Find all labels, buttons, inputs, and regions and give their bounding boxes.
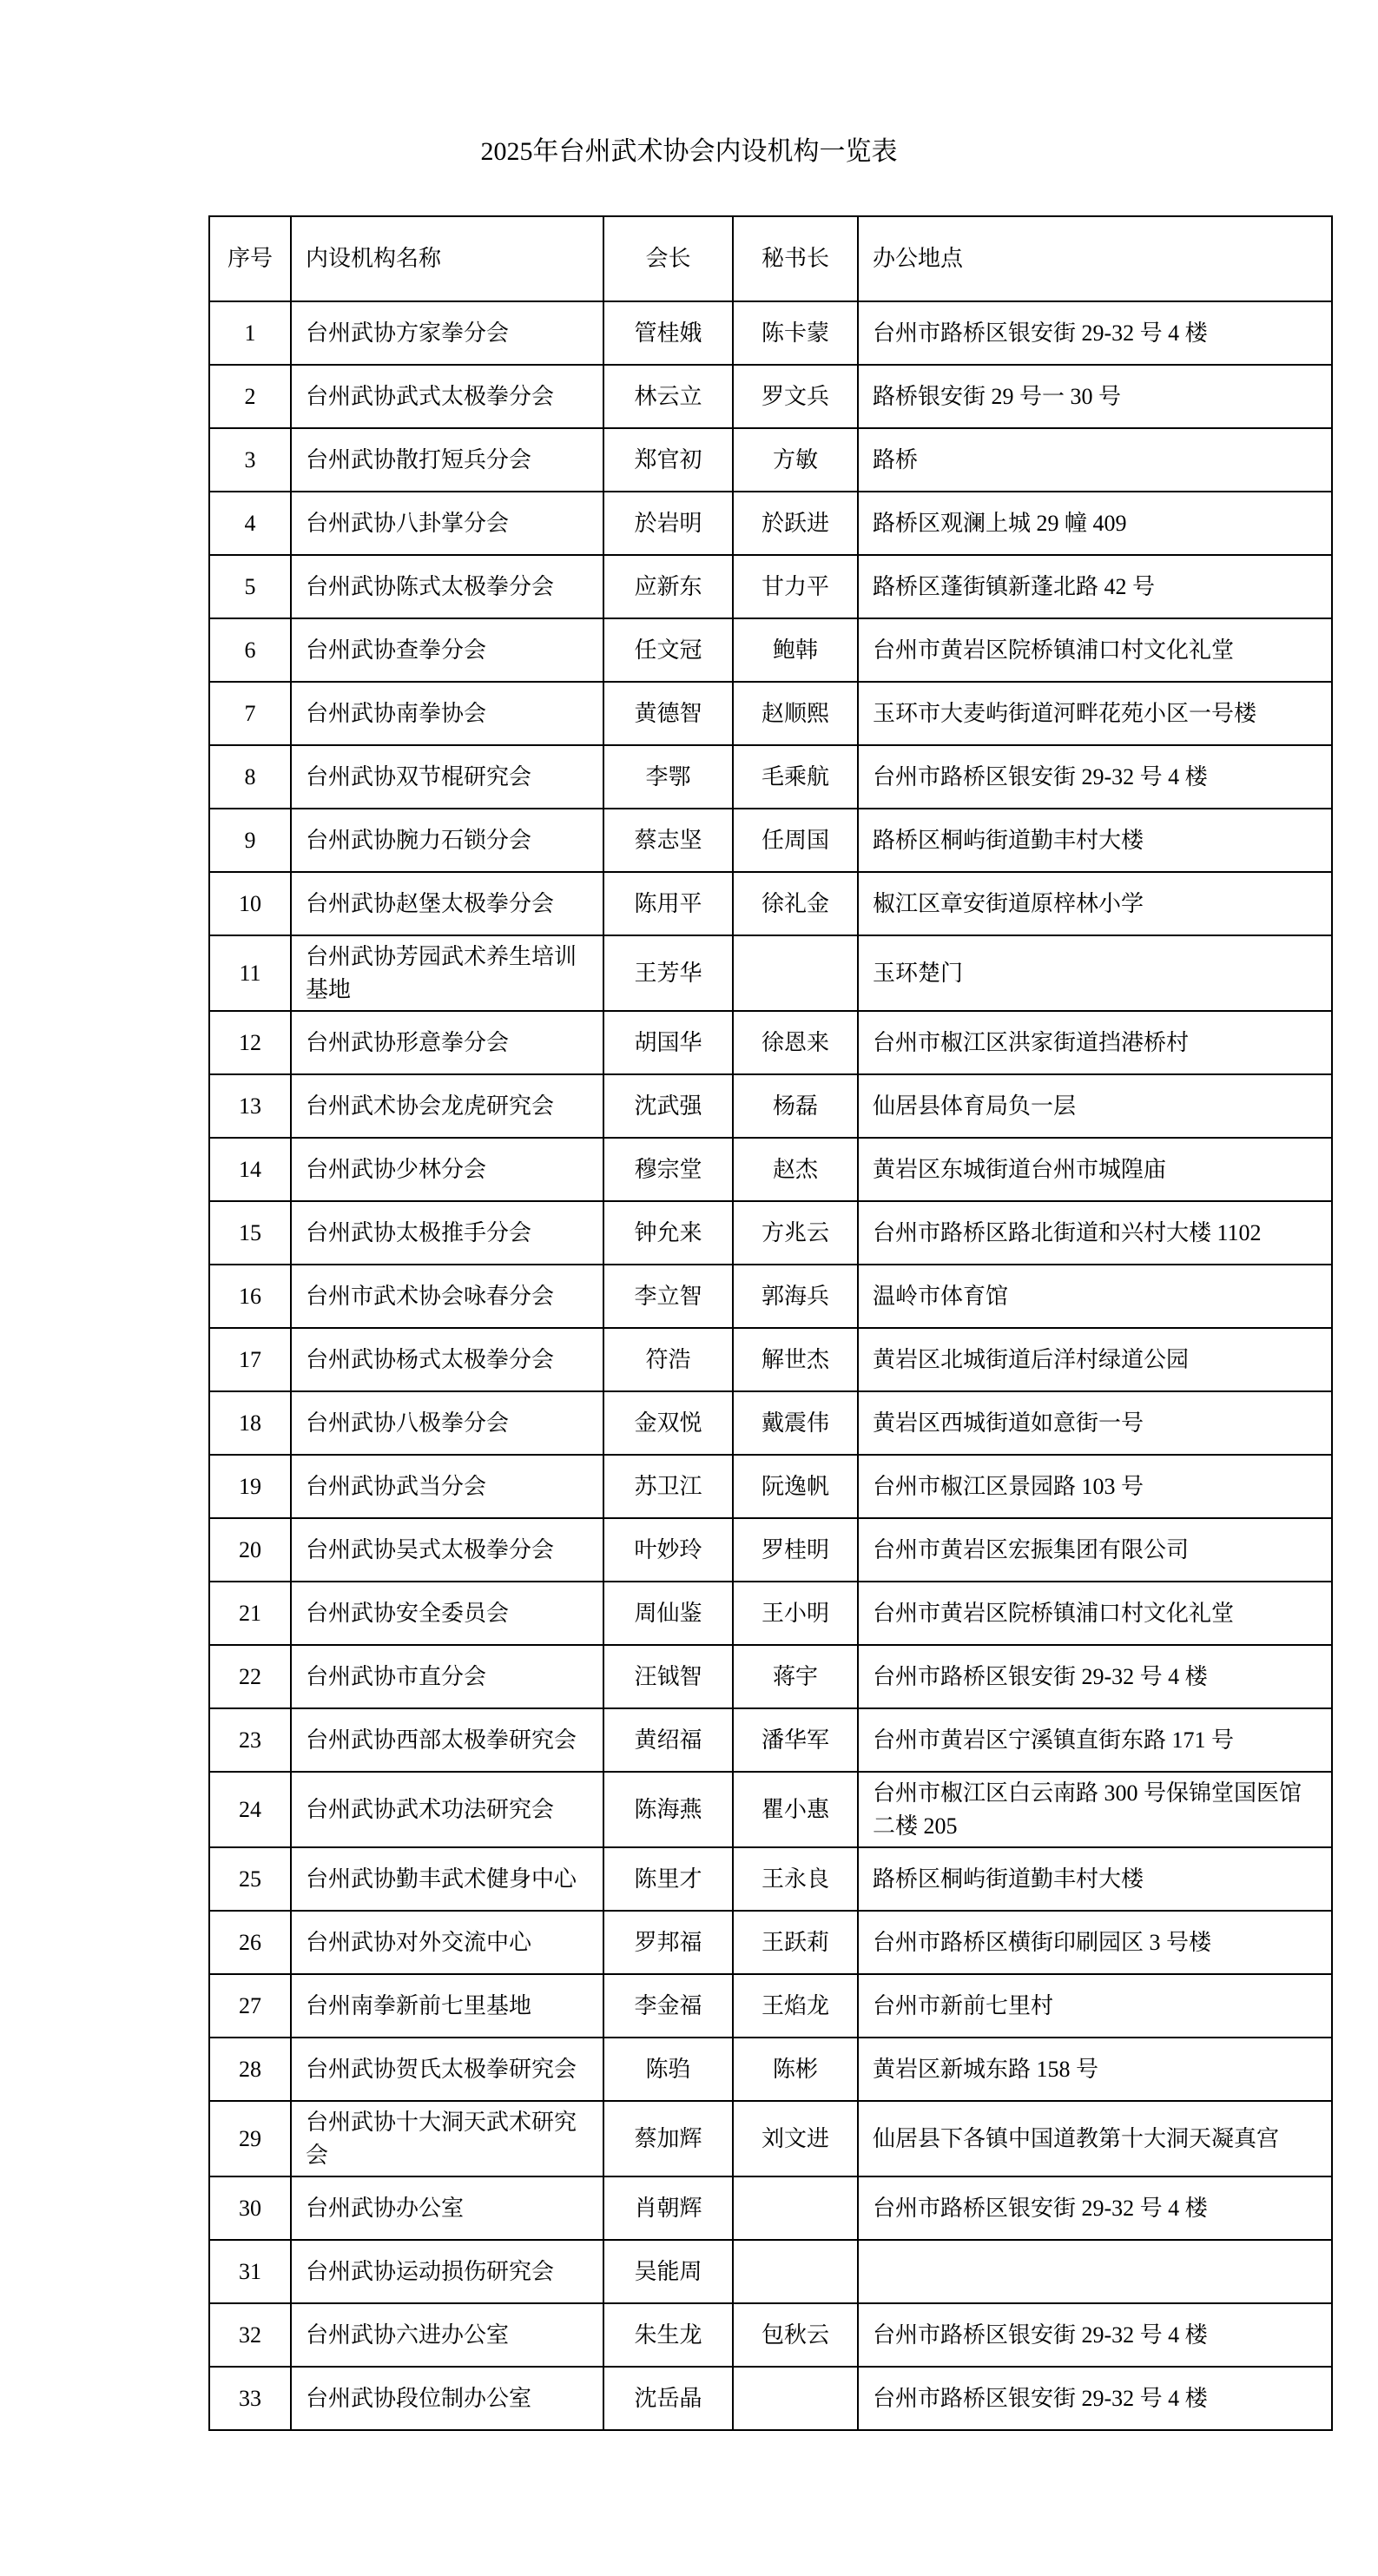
- cell-secretary: 徐恩来: [733, 1011, 858, 1074]
- table-row: [209, 2038, 1332, 2101]
- table-row: [209, 1011, 1332, 1074]
- table-row: [209, 1847, 1332, 1911]
- cell-secretary: 潘华军: [733, 1708, 858, 1772]
- cell-name: 台州武协段位制办公室: [291, 2367, 603, 2430]
- cell-name: 台州南拳新前七里基地: [291, 1974, 603, 2038]
- cell-name: 台州武协对外交流中心: [291, 1911, 603, 1974]
- cell-president: 郑官初: [603, 428, 733, 492]
- cell-no: 8: [209, 745, 291, 809]
- table-row: [209, 745, 1332, 809]
- cell-address: 路桥: [858, 428, 1332, 492]
- cell-name: 台州武协南拳协会: [291, 682, 603, 745]
- cell-president: 沈武强: [603, 1074, 733, 1138]
- cell-president: 钟允来: [603, 1201, 733, 1265]
- cell-secretary: 陈彬: [733, 2038, 858, 2101]
- cell-address: 黄岩区西城街道如意街一号: [858, 1391, 1332, 1455]
- cell-president: 陈海燕: [603, 1772, 733, 1847]
- cell-president: 於岩明: [603, 492, 733, 555]
- cell-name: 台州武协双节棍研究会: [291, 745, 603, 809]
- cell-secretary: 方敏: [733, 428, 858, 492]
- cell-name: 台州武协陈式太极拳分会: [291, 555, 603, 618]
- cell-name: 台州武协芳园武术养生培训基地: [291, 935, 603, 1011]
- cell-secretary: 瞿小惠: [733, 1772, 858, 1847]
- cell-name: 台州武协少林分会: [291, 1138, 603, 1201]
- cell-president: 林云立: [603, 365, 733, 428]
- organization-table: [208, 215, 1333, 2431]
- cell-secretary: 杨磊: [733, 1074, 858, 1138]
- cell-secretary: 罗文兵: [733, 365, 858, 428]
- table-row: [209, 1138, 1332, 1201]
- cell-president: 陈用平: [603, 872, 733, 935]
- cell-secretary: [733, 2176, 858, 2240]
- cell-name: 台州武协杨式太极拳分会: [291, 1328, 603, 1391]
- cell-president: 李立智: [603, 1265, 733, 1328]
- table-row: [209, 1328, 1332, 1391]
- cell-president: 蔡志坚: [603, 809, 733, 872]
- cell-president: 吴能周: [603, 2240, 733, 2303]
- cell-address: 路桥区桐屿街道勤丰村大楼: [858, 1847, 1332, 1911]
- cell-president: 周仙鉴: [603, 1582, 733, 1645]
- cell-president: 金双悦: [603, 1391, 733, 1455]
- cell-address: 仙居县体育局负一层: [858, 1074, 1332, 1138]
- table-row: [209, 618, 1332, 682]
- cell-no: 11: [209, 935, 291, 1011]
- cell-no: 16: [209, 1265, 291, 1328]
- cell-address: 椒江区章安街道原梓林小学: [858, 872, 1332, 935]
- cell-no: 14: [209, 1138, 291, 1201]
- cell-address: 台州市路桥区银安街 29-32 号 4 楼: [858, 2303, 1332, 2367]
- cell-president: 汪钺智: [603, 1645, 733, 1708]
- cell-address: 台州市黄岩区宏振集团有限公司: [858, 1518, 1332, 1582]
- cell-address: 路桥银安街 29 号一 30 号: [858, 365, 1332, 428]
- table-row: [209, 492, 1332, 555]
- cell-address: 台州市椒江区白云南路 300 号保锦堂国医馆二楼 205: [858, 1772, 1332, 1847]
- cell-president: 蔡加辉: [603, 2101, 733, 2176]
- cell-president: 应新东: [603, 555, 733, 618]
- header-address: 办公地点: [858, 216, 1332, 301]
- cell-address: 玉环楚门: [858, 935, 1332, 1011]
- cell-secretary: 陈卡蒙: [733, 301, 858, 365]
- table-row: [209, 1391, 1332, 1455]
- table-row: [209, 2176, 1332, 2240]
- cell-address: 台州市路桥区横街印刷园区 3 号楼: [858, 1911, 1332, 1974]
- table-row: [209, 1708, 1332, 1772]
- cell-address: 台州市黄岩区院桥镇浦口村文化礼堂: [858, 1582, 1332, 1645]
- table-row: [209, 2303, 1332, 2367]
- cell-name: 台州武协八卦掌分会: [291, 492, 603, 555]
- cell-president: 陈里才: [603, 1847, 733, 1911]
- cell-secretary: 於跃进: [733, 492, 858, 555]
- table-row: [209, 1772, 1332, 1847]
- cell-name: 台州武协西部太极拳研究会: [291, 1708, 603, 1772]
- cell-name: 台州武协赵堡太极拳分会: [291, 872, 603, 935]
- cell-secretary: 鲍韩: [733, 618, 858, 682]
- table-row: [209, 428, 1332, 492]
- cell-address: 温岭市体育馆: [858, 1265, 1332, 1328]
- page-title: 2025年台州武术协会内设机构一览表: [480, 137, 898, 166]
- cell-address: 台州市路桥区银安街 29-32 号 4 楼: [858, 1645, 1332, 1708]
- cell-president: 任文冠: [603, 618, 733, 682]
- table-row: [209, 555, 1332, 618]
- cell-secretary: 王跃莉: [733, 1911, 858, 1974]
- cell-president: 黄绍福: [603, 1708, 733, 1772]
- table-row: [209, 1974, 1332, 2038]
- cell-name: 台州武协安全委员会: [291, 1582, 603, 1645]
- cell-name: 台州武协吴式太极拳分会: [291, 1518, 603, 1582]
- cell-no: 5: [209, 555, 291, 618]
- cell-name: 台州武协形意拳分会: [291, 1011, 603, 1074]
- cell-secretary: 毛乘航: [733, 745, 858, 809]
- cell-secretary: 王小明: [733, 1582, 858, 1645]
- cell-name: 台州武协武术功法研究会: [291, 1772, 603, 1847]
- table-row: [209, 2240, 1332, 2303]
- cell-address: [858, 2240, 1332, 2303]
- cell-president: 胡国华: [603, 1011, 733, 1074]
- cell-name: 台州武协八极拳分会: [291, 1391, 603, 1455]
- cell-secretary: 赵杰: [733, 1138, 858, 1201]
- cell-secretary: 刘文进: [733, 2101, 858, 2176]
- cell-secretary: 赵顺熙: [733, 682, 858, 745]
- cell-address: 台州市路桥区银安街 29-32 号 4 楼: [858, 2367, 1332, 2430]
- cell-secretary: [733, 2240, 858, 2303]
- cell-secretary: 郭海兵: [733, 1265, 858, 1328]
- cell-secretary: 解世杰: [733, 1328, 858, 1391]
- cell-no: 2: [209, 365, 291, 428]
- cell-no: 13: [209, 1074, 291, 1138]
- cell-name: 台州武协太极推手分会: [291, 1201, 603, 1265]
- cell-name: 台州武协运动损伤研究会: [291, 2240, 603, 2303]
- cell-name: 台州武协腕力石锁分会: [291, 809, 603, 872]
- cell-president: 管桂娥: [603, 301, 733, 365]
- cell-name: 台州武协查拳分会: [291, 618, 603, 682]
- cell-no: 12: [209, 1011, 291, 1074]
- cell-president: 符浩: [603, 1328, 733, 1391]
- cell-president: 罗邦福: [603, 1911, 733, 1974]
- cell-president: 苏卫江: [603, 1455, 733, 1518]
- cell-address: 仙居县下各镇中国道教第十大洞天凝真宫: [858, 2101, 1332, 2176]
- cell-secretary: 阮逸帆: [733, 1455, 858, 1518]
- cell-no: 32: [209, 2303, 291, 2367]
- cell-name: 台州武协市直分会: [291, 1645, 603, 1708]
- cell-no: 18: [209, 1391, 291, 1455]
- cell-secretary: 包秋云: [733, 2303, 858, 2367]
- cell-president: 穆宗堂: [603, 1138, 733, 1201]
- table-row: [209, 1645, 1332, 1708]
- table-row: [209, 2367, 1332, 2430]
- cell-no: 33: [209, 2367, 291, 2430]
- cell-secretary: 戴震伟: [733, 1391, 858, 1455]
- cell-secretary: [733, 2367, 858, 2430]
- cell-no: 19: [209, 1455, 291, 1518]
- table-row: [209, 1074, 1332, 1138]
- cell-secretary: 王永良: [733, 1847, 858, 1911]
- table-row: [209, 872, 1332, 935]
- cell-no: 3: [209, 428, 291, 492]
- cell-no: 26: [209, 1911, 291, 1974]
- header-no: 序号: [209, 216, 291, 301]
- cell-address: 台州市路桥区路北街道和兴村大楼 1102: [858, 1201, 1332, 1265]
- cell-name: 台州武术协会龙虎研究会: [291, 1074, 603, 1138]
- cell-president: 朱生龙: [603, 2303, 733, 2367]
- table-row: [209, 1582, 1332, 1645]
- cell-president: 李鄂: [603, 745, 733, 809]
- table-row: [209, 935, 1332, 1011]
- header-name: 内设机构名称: [291, 216, 603, 301]
- cell-address: 台州市椒江区洪家街道挡港桥村: [858, 1011, 1332, 1074]
- cell-address: 台州市椒江区景园路 103 号: [858, 1455, 1332, 1518]
- cell-secretary: 罗桂明: [733, 1518, 858, 1582]
- cell-no: 9: [209, 809, 291, 872]
- cell-no: 7: [209, 682, 291, 745]
- cell-address: 路桥区桐屿街道勤丰村大楼: [858, 809, 1332, 872]
- cell-no: 4: [209, 492, 291, 555]
- cell-secretary: 甘力平: [733, 555, 858, 618]
- cell-address: 黄岩区东城街道台州市城隍庙: [858, 1138, 1332, 1201]
- table-row: [209, 2101, 1332, 2176]
- cell-no: 1: [209, 301, 291, 365]
- cell-president: 陈驺: [603, 2038, 733, 2101]
- cell-no: 28: [209, 2038, 291, 2101]
- table-row: [209, 1201, 1332, 1265]
- cell-secretary: 徐礼金: [733, 872, 858, 935]
- table-row: [209, 682, 1332, 745]
- cell-secretary: 王焰龙: [733, 1974, 858, 2038]
- cell-address: 台州市路桥区银安街 29-32 号 4 楼: [858, 745, 1332, 809]
- cell-no: 15: [209, 1201, 291, 1265]
- table-row: [209, 1911, 1332, 1974]
- cell-no: 22: [209, 1645, 291, 1708]
- cell-no: 23: [209, 1708, 291, 1772]
- cell-president: 叶妙玲: [603, 1518, 733, 1582]
- cell-secretary: 蒋宇: [733, 1645, 858, 1708]
- cell-no: 6: [209, 618, 291, 682]
- cell-president: 李金福: [603, 1974, 733, 2038]
- cell-address: 台州市路桥区银安街 29-32 号 4 楼: [858, 301, 1332, 365]
- cell-president: 黄德智: [603, 682, 733, 745]
- cell-president: 沈岳晶: [603, 2367, 733, 2430]
- table-row: [209, 1455, 1332, 1518]
- cell-address: 台州市新前七里村: [858, 1974, 1332, 2038]
- cell-address: 黄岩区新城东路 158 号: [858, 2038, 1332, 2101]
- cell-address: 台州市黄岩区院桥镇浦口村文化礼堂: [858, 618, 1332, 682]
- cell-address: 玉环市大麦屿街道河畔花苑小区一号楼: [858, 682, 1332, 745]
- cell-address: 台州市路桥区银安街 29-32 号 4 楼: [858, 2176, 1332, 2240]
- cell-no: 17: [209, 1328, 291, 1391]
- cell-name: 台州武协武当分会: [291, 1455, 603, 1518]
- cell-name: 台州武协武式太极拳分会: [291, 365, 603, 428]
- table-row: [209, 301, 1332, 365]
- cell-no: 30: [209, 2176, 291, 2240]
- cell-name: 台州武协六进办公室: [291, 2303, 603, 2367]
- cell-no: 31: [209, 2240, 291, 2303]
- header-president: 会长: [603, 216, 733, 301]
- header-secretary: 秘书长: [733, 216, 858, 301]
- table-row: [209, 1518, 1332, 1582]
- cell-no: 20: [209, 1518, 291, 1582]
- cell-name: 台州武协勤丰武术健身中心: [291, 1847, 603, 1911]
- cell-address: 路桥区观澜上城 29 幢 409: [858, 492, 1332, 555]
- cell-secretary: 方兆云: [733, 1201, 858, 1265]
- cell-no: 27: [209, 1974, 291, 2038]
- cell-secretary: 任周国: [733, 809, 858, 872]
- cell-name: 台州市武术协会咏春分会: [291, 1265, 603, 1328]
- table-row: [209, 809, 1332, 872]
- cell-name: 台州武协贺氏太极拳研究会: [291, 2038, 603, 2101]
- cell-address: 黄岩区北城街道后洋村绿道公园: [858, 1328, 1332, 1391]
- cell-secretary: [733, 935, 858, 1011]
- cell-no: 21: [209, 1582, 291, 1645]
- cell-no: 24: [209, 1772, 291, 1847]
- cell-name: 台州武协十大洞天武术研究会: [291, 2101, 603, 2176]
- cell-president: 王芳华: [603, 935, 733, 1011]
- cell-no: 10: [209, 872, 291, 935]
- cell-no: 25: [209, 1847, 291, 1911]
- cell-no: 29: [209, 2101, 291, 2176]
- cell-address: 台州市黄岩区宁溪镇直街东路 171 号: [858, 1708, 1332, 1772]
- cell-president: 肖朝辉: [603, 2176, 733, 2240]
- cell-address: 路桥区蓬街镇新蓬北路 42 号: [858, 555, 1332, 618]
- cell-name: 台州武协方家拳分会: [291, 301, 603, 365]
- cell-name: 台州武协散打短兵分会: [291, 428, 603, 492]
- table-row: [209, 1265, 1332, 1328]
- cell-name: 台州武协办公室: [291, 2176, 603, 2240]
- table-header-row: [209, 216, 1332, 301]
- table-row: [209, 365, 1332, 428]
